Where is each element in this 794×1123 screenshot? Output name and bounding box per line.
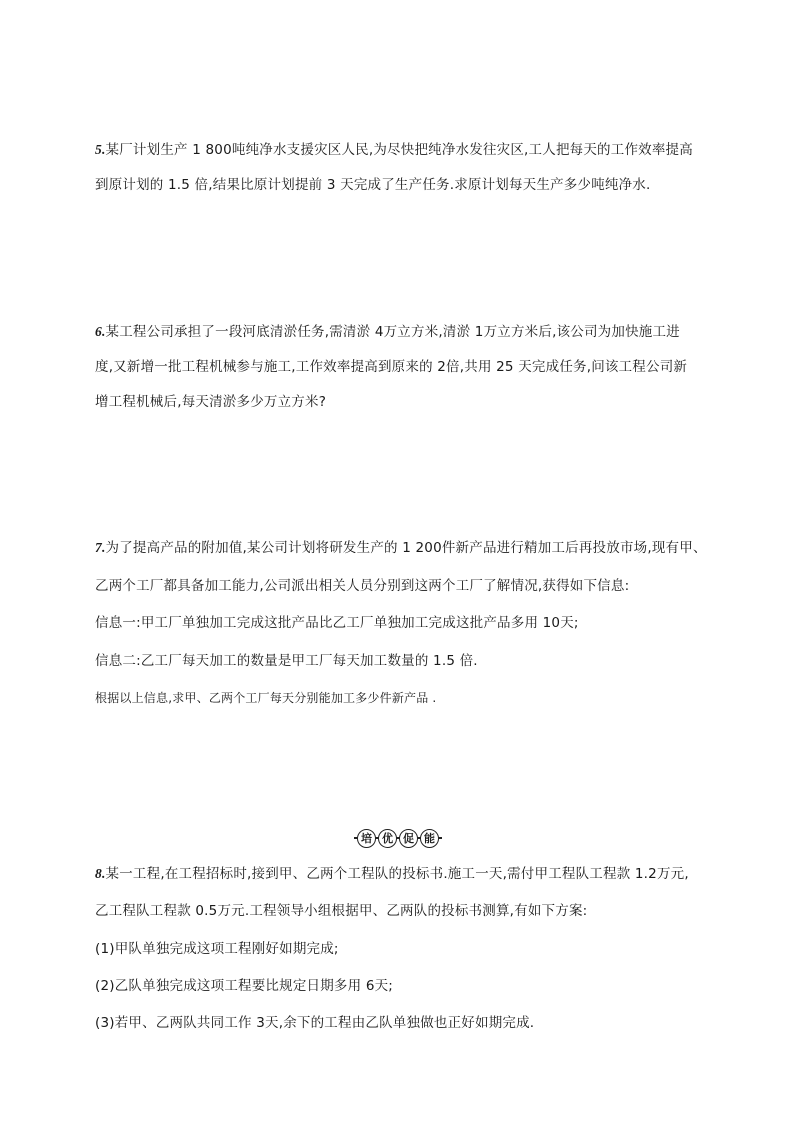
problem-7-line-3: 信息一:甲工厂单独加工完成这批产品比乙工厂单独加工完成这批产品多用 10天; bbox=[95, 615, 579, 631]
banner-chars bbox=[357, 829, 439, 848]
problem-7-number: 7. bbox=[95, 540, 106, 555]
problem-8-line-2: 乙工程队工程款 0.5万元.工程领导小组根据甲、乙两队的投标书测算,有如下方案: bbox=[95, 903, 588, 919]
problem-7-line-4: 信息二:乙工厂每天加工的数量是甲工厂每天加工数量的 1.5 倍. bbox=[95, 653, 478, 669]
problem-5-number: 5. bbox=[95, 142, 106, 157]
problem-6-line-3: 增工程机械后,每天清淤多少万立方米? bbox=[95, 394, 327, 410]
banner-char-2: 优 bbox=[378, 829, 397, 848]
problem-5-line-1: 5.某厂计划生产 1 800吨纯净水支援灾区人民,为尽快把纯净水发往灾区,工人把每天的工作效率提高 bbox=[95, 142, 693, 158]
problem-8-line-4: (2)乙队单独完成这项工程要比规定日期多用 6天; bbox=[95, 978, 394, 994]
problem-8-line-3: (1)甲队单独完成这项工程刚好如期完成; bbox=[95, 941, 339, 957]
problem-6-number: 6. bbox=[95, 324, 106, 339]
problem-8-line-5: (3)若甲、乙两队共同工作 3天,余下的工程由乙队单独做也正好如期完成. bbox=[95, 1015, 535, 1031]
problem-8-number: 8. bbox=[95, 866, 106, 881]
problem-7-line-2: 乙两个工厂都具备加工能力,公司派出相关人员分别到这两个工厂了解情况,获得如下信息: bbox=[95, 578, 630, 594]
problem-6-line-1: 6.某工程公司承担了一段河底清淤任务,需清淤 4万立方米,清淤 1万立方米后,该公司为加快施工进 bbox=[95, 324, 680, 340]
problem-6-line-2: 度,又新增一批工程机械参与施工,工作效率提高到原来的 2倍,共用 25 天完成任务,问该工程公司新 bbox=[95, 359, 688, 375]
problem-8-line-1: 8.某一工程,在工程招标时,接到甲、乙两个工程队的投标书.施工一天,需付甲工程队工程款 1.2万元, bbox=[95, 866, 689, 882]
problem-7-line-1: 7.为了提高产品的附加值,某公司计划将研发生产的 1 200件新产品进行精加工后再投放市场,现有甲、 bbox=[95, 540, 707, 556]
problem-7-line-5: 根据以上信息,求甲、乙两个工厂每天分别能加工多少件新产品 . bbox=[95, 691, 437, 705]
problem-5-line-2: 到原计划的 1.5 倍,结果比原计划提前 3 天完成了生产任务.求原计划每天生产多少吨纯净水. bbox=[95, 177, 651, 193]
banner-char-1: 培 bbox=[357, 829, 376, 848]
section-banner bbox=[354, 828, 442, 848]
banner-char-4: 能 bbox=[420, 829, 439, 848]
banner-char-3: 促 bbox=[399, 829, 418, 848]
